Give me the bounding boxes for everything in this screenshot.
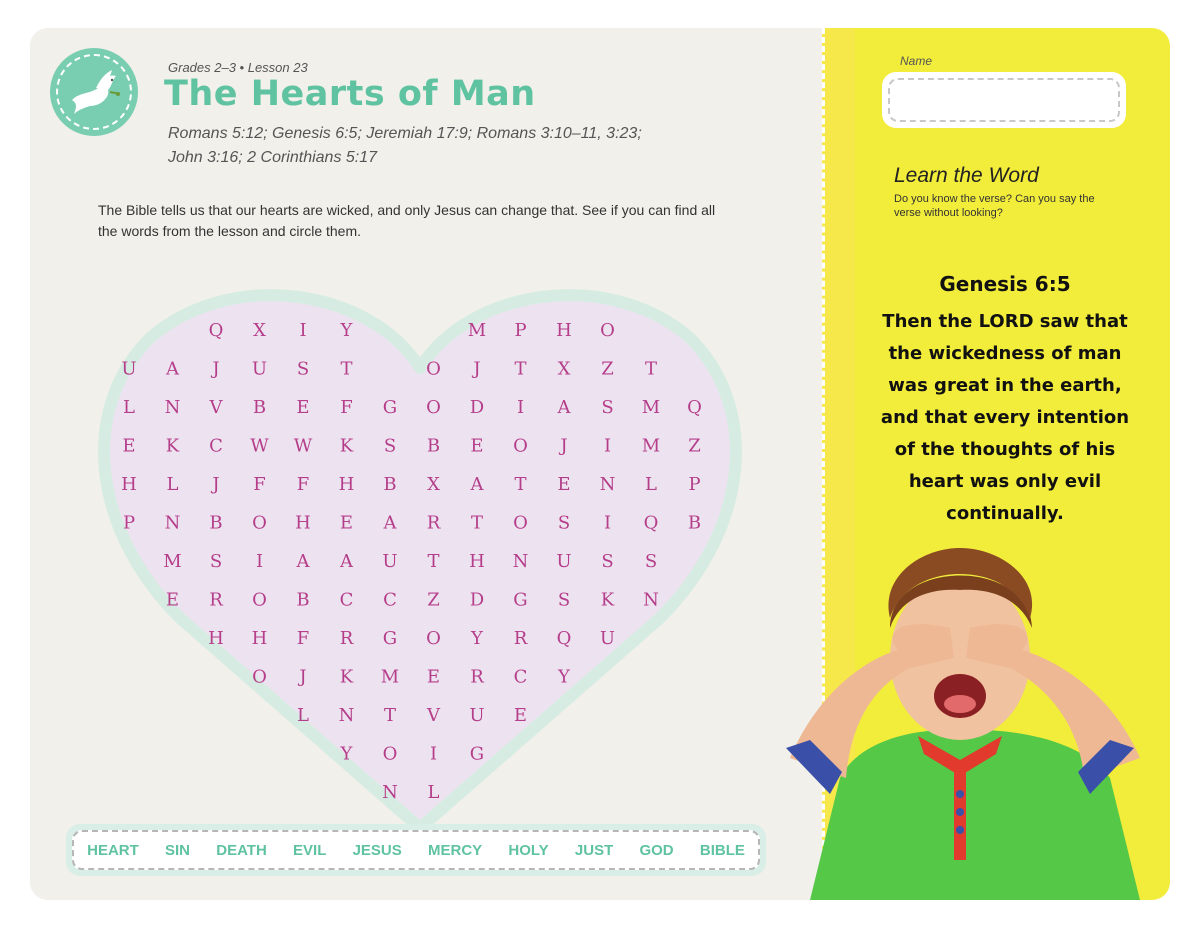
grid-letter[interactable]: S <box>644 551 658 572</box>
word-bank-item: JUST <box>574 841 614 859</box>
instructions-line2: the words from the lesson and circle them. <box>98 223 362 239</box>
grid-letter[interactable]: P <box>688 474 701 495</box>
grid-letter[interactable]: H <box>121 474 137 495</box>
grid-letter[interactable]: T <box>644 358 658 380</box>
grid-letter[interactable]: S <box>601 397 614 418</box>
grid-letter[interactable]: M <box>163 551 182 572</box>
grid-letter[interactable]: I <box>603 512 612 534</box>
grid-letter[interactable]: Q <box>687 397 702 418</box>
verse-line: and that every intention <box>880 407 1130 428</box>
grid-letter[interactable]: A <box>166 358 179 380</box>
word-bank <box>66 824 766 876</box>
grid-letter[interactable]: J <box>473 358 481 380</box>
grid-letter[interactable]: V <box>209 397 223 418</box>
grid-letter[interactable]: K <box>339 666 354 688</box>
grid-letter[interactable]: T <box>514 358 527 380</box>
grid-letter[interactable]: E <box>557 474 571 495</box>
grid-letter[interactable]: B <box>426 435 441 457</box>
word-bank-list <box>72 830 760 870</box>
grade-lesson-label: Grades 2–3 • Lesson 23 <box>168 60 308 75</box>
learn-the-word-subtext: Do you know the verse? Can you say the verse without looking? <box>894 193 1095 219</box>
word-bank-item: HOLY <box>508 841 549 859</box>
grid-letter[interactable]: X <box>427 474 440 495</box>
grid-letter[interactable]: D <box>469 397 485 418</box>
heart-word-search <box>70 268 770 848</box>
grid-letter[interactable]: T <box>514 474 527 495</box>
grid-letter[interactable]: T <box>470 512 484 534</box>
grid-letter[interactable]: S <box>383 435 397 457</box>
grid-letter[interactable]: O <box>513 512 528 534</box>
verse-line: was great in the earth, <box>888 375 1122 396</box>
grid-letter[interactable]: A <box>470 474 484 495</box>
grid-letter[interactable]: O <box>252 512 267 534</box>
grid-letter[interactable]: U <box>556 551 572 572</box>
grid-letter[interactable]: X <box>253 320 266 341</box>
grid-letter[interactable]: J <box>299 666 307 688</box>
grid-letter[interactable]: F <box>340 397 353 418</box>
grid-letter[interactable]: R <box>339 628 354 649</box>
grid-letter[interactable]: H <box>251 628 268 649</box>
grid-letter[interactable]: Z <box>688 435 701 457</box>
grid-letter[interactable]: F <box>253 474 266 495</box>
grid-letter[interactable]: B <box>296 589 310 611</box>
grid-letter[interactable]: O <box>426 397 441 418</box>
grid-letter[interactable]: U <box>251 358 268 380</box>
verse-line: the wickedness of man <box>888 343 1122 364</box>
grid-letter[interactable]: H <box>469 551 485 572</box>
grid-letter[interactable]: E <box>339 512 354 534</box>
grid-letter[interactable]: Y <box>340 320 353 341</box>
grid-letter[interactable]: M <box>641 397 661 418</box>
page-title: The Hearts of Man <box>164 74 536 114</box>
dove-icon <box>50 48 138 136</box>
grid-letter[interactable]: H <box>338 474 355 495</box>
grid-letter[interactable]: N <box>164 512 181 534</box>
grid-letter[interactable]: C <box>513 666 528 688</box>
grid-letter[interactable]: R <box>426 512 441 534</box>
grid-letter[interactable]: O <box>600 320 615 341</box>
grid-letter[interactable]: P <box>514 320 527 341</box>
word-bank-item: JESUS <box>352 841 402 859</box>
grid-letter[interactable]: X <box>557 358 571 380</box>
word-bank-item: HEART <box>87 841 139 859</box>
verse-line: heart was only evil <box>908 471 1102 492</box>
grid-letter[interactable]: B <box>687 512 702 534</box>
grid-letter[interactable]: A <box>340 551 353 572</box>
grid-letter[interactable]: K <box>600 589 615 611</box>
grid-letter[interactable]: R <box>470 666 484 688</box>
learn-the-word-heading: Learn the Word <box>894 164 1039 187</box>
grid-letter[interactable]: T <box>383 705 397 726</box>
grid-letter[interactable]: M <box>467 320 487 341</box>
grid-letter[interactable]: G <box>469 743 485 765</box>
worksheet-page <box>30 28 1170 900</box>
dove-badge <box>50 48 138 136</box>
grid-letter[interactable]: J <box>560 435 568 457</box>
grid-letter[interactable]: O <box>426 358 441 380</box>
grid-letter[interactable]: C <box>209 435 223 457</box>
grid-letter[interactable]: B <box>209 512 223 534</box>
grid-letter[interactable]: G <box>382 628 398 649</box>
grid-letter[interactable]: L <box>166 474 179 495</box>
grid-letter[interactable]: Q <box>556 628 572 649</box>
grid-letter[interactable]: A <box>383 512 397 534</box>
grid-letter[interactable]: P <box>122 512 136 534</box>
grid-letter[interactable]: U <box>121 358 137 380</box>
grid-letter[interactable]: I <box>255 551 264 572</box>
grid-letter[interactable]: N <box>338 705 355 726</box>
grid-letter[interactable]: E <box>470 435 484 457</box>
word-bank-item: BIBLE <box>699 841 745 859</box>
grid-letter[interactable]: U <box>382 551 398 572</box>
word-bank-item: MERCY <box>428 841 483 859</box>
grid-letter[interactable]: U <box>599 628 616 649</box>
grid-letter[interactable]: T <box>340 358 353 380</box>
heart-shape <box>104 295 736 828</box>
grid-letter[interactable]: Z <box>427 589 440 611</box>
grid-letter[interactable]: S <box>209 551 223 572</box>
verse-line: of the thoughts of his <box>894 439 1116 460</box>
grid-letter[interactable]: H <box>295 512 311 534</box>
grid-letter[interactable]: G <box>382 397 398 418</box>
grid-letter[interactable]: B <box>383 474 397 495</box>
grid-letter[interactable]: A <box>296 551 310 572</box>
grid-letter[interactable]: R <box>513 628 528 649</box>
grid-letter[interactable]: Y <box>340 743 353 765</box>
grid-letter[interactable]: E <box>165 589 180 611</box>
instructions-line1: The Bible tells us that our hearts are wicked, and only Jesus can change that. See if you can find all <box>98 202 716 218</box>
verse-text <box>870 306 1140 530</box>
scripture-references-line2: John 3:16; 2 Corinthians 5:17 <box>168 149 378 166</box>
word-bank-item: EVIL <box>293 841 327 859</box>
grid-letter[interactable]: B <box>252 397 267 418</box>
grid-letter[interactable]: W <box>293 435 313 457</box>
verse-line: Then the LORD saw that <box>882 311 1128 332</box>
name-field[interactable] <box>888 78 1120 122</box>
verse-reference: Genesis 6:5 <box>939 272 1071 296</box>
grid-letter[interactable]: W <box>250 435 269 457</box>
grid-letter[interactable]: T <box>427 551 440 572</box>
grid-letter[interactable]: O <box>252 666 267 688</box>
grid-letter[interactable]: D <box>469 589 485 611</box>
grid-letter[interactable]: N <box>512 551 529 572</box>
grid-letter[interactable]: S <box>557 589 571 611</box>
grid-letter[interactable]: F <box>296 628 310 649</box>
grid-letter[interactable]: E <box>426 666 441 688</box>
word-bank-item: GOD <box>639 841 674 859</box>
grid-letter[interactable]: H <box>556 320 572 341</box>
grid-letter[interactable]: J <box>212 358 220 380</box>
grid-letter[interactable]: N <box>643 589 659 611</box>
grid-letter[interactable]: E <box>513 705 528 726</box>
grid-letter[interactable]: A <box>557 397 571 418</box>
grid-letter[interactable]: Q <box>208 320 224 341</box>
grid-letter[interactable]: Y <box>558 666 570 688</box>
grid-letter[interactable]: O <box>513 435 528 457</box>
verse-line: continually. <box>946 503 1064 524</box>
grid-letter[interactable]: N <box>382 782 398 803</box>
grid-letter[interactable]: C <box>383 589 397 611</box>
instructions <box>98 200 758 242</box>
grid-letter[interactable]: U <box>469 705 485 726</box>
grid-letter[interactable]: K <box>339 435 354 457</box>
grid-letter[interactable]: G <box>513 589 528 611</box>
grid-letter[interactable]: S <box>601 551 614 572</box>
grid-letter[interactable]: M <box>380 666 400 688</box>
grid-letter[interactable]: L <box>123 397 135 418</box>
grid-letter[interactable]: I <box>603 435 612 457</box>
name-label: Name <box>900 54 933 68</box>
grid-letter[interactable]: Z <box>601 358 614 380</box>
grid-letter[interactable]: E <box>122 435 136 457</box>
word-bank-item: DEATH <box>216 841 267 859</box>
grid-letter[interactable]: S <box>557 512 571 534</box>
child-covering-eyes-photo <box>750 508 1170 900</box>
grid-letter[interactable]: N <box>599 474 616 495</box>
grid-letter[interactable]: M <box>641 435 661 457</box>
scripture-references-line1: Romans 5:12; Genesis 6:5; Jeremiah 17:9; Romans 3:10–11, 3:23; <box>168 125 642 142</box>
grid-letter[interactable]: R <box>209 589 223 611</box>
grid-letter[interactable]: K <box>165 435 180 457</box>
grid-letter[interactable]: I <box>516 397 525 418</box>
grid-letter[interactable]: S <box>296 358 310 380</box>
grid-letter[interactable]: Y <box>471 628 483 649</box>
grid-letter[interactable]: O <box>426 628 441 649</box>
scripture-references <box>168 122 688 170</box>
grid-letter[interactable]: Q <box>643 512 659 534</box>
name-field-frame <box>882 72 1126 128</box>
grid-letter[interactable]: J <box>212 474 220 495</box>
grid-letter[interactable]: E <box>296 397 310 418</box>
grid-letter[interactable]: F <box>296 474 310 495</box>
grid-letter[interactable]: C <box>339 589 354 611</box>
grid-letter[interactable]: I <box>299 320 307 341</box>
word-bank-item: SIN <box>165 841 191 859</box>
grid-letter[interactable]: L <box>297 705 309 726</box>
grid-letter[interactable]: H <box>208 628 224 649</box>
grid-letter[interactable]: L <box>645 474 657 495</box>
grid-letter[interactable]: V <box>427 705 440 726</box>
grid-letter[interactable]: I <box>429 743 438 765</box>
grid-letter[interactable]: N <box>164 397 181 418</box>
grid-letter[interactable]: O <box>382 743 398 765</box>
grid-letter[interactable]: L <box>427 782 440 803</box>
grid-letter[interactable]: O <box>252 589 267 611</box>
